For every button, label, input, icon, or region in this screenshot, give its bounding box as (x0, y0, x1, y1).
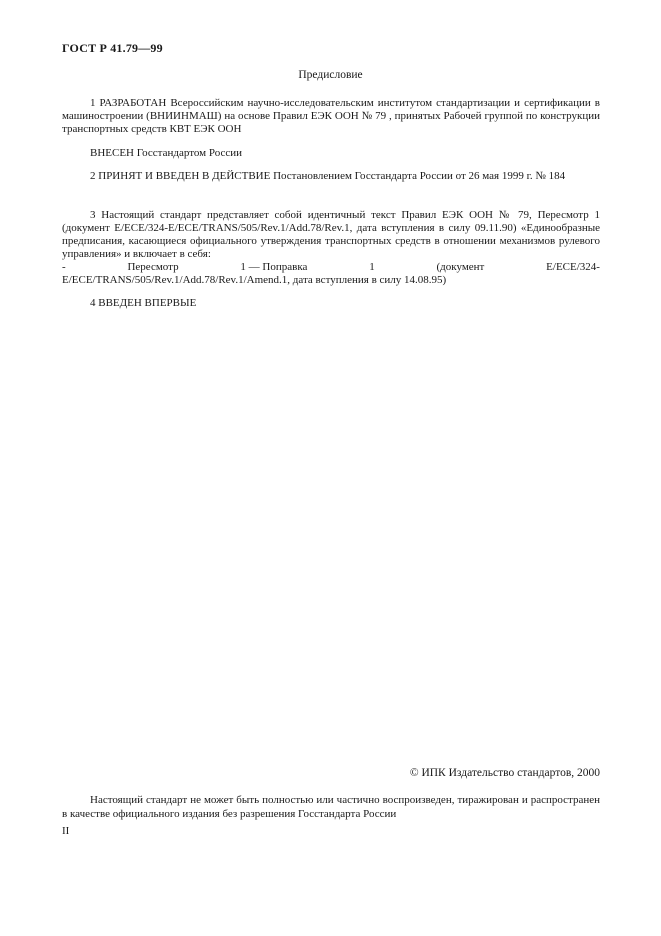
copyright-line: © ИПК Издательство стандартов, 2000 (409, 767, 600, 779)
item-3-sub-rest: E/ECE/TRANS/505/Rev.1/Add.78/Rev.1/Amend.1, дата вступления в силу 14.08.95) (62, 274, 447, 286)
page-number: II (62, 825, 70, 837)
item-3-sub-line (62, 261, 600, 274)
item-4-first (62, 297, 600, 310)
item-2-text: 2 ПРИНЯТ И ВВЕДЕН В ДЕЙСТВИЕ Постановлением Госстандарта России от 26 мая 1999 г. № 184 (90, 170, 566, 182)
standard-code: ГОСТ Р 41.79—99 (62, 41, 163, 55)
section-heading: Предисловие (298, 69, 363, 81)
sub-col-revision: Пересмотр (127, 261, 179, 273)
sub-col-document: (документ (436, 261, 485, 273)
item-1-submitted (62, 147, 600, 160)
item-1-developed (62, 97, 600, 136)
reproduction-notice (62, 793, 600, 821)
item-2-adopted (62, 170, 600, 183)
notice-text: Настоящий стандарт не может быть полностью или частично воспроизведен, тиражирован и распространен в качестве официального издания без разрешения Госстандарта России (62, 794, 600, 820)
item-1b-text: ВНЕСЕН Госстандартом России (90, 147, 243, 159)
item-3-text: 3 Настоящий стандарт представляет собой идентичный текст Правил ЕЭК ООН № 79, Пересмотр 1 (документ E/ECE/324-E/ECE/TRANS/505/Rev.1/Add.78/Rev.1, дата вступления в силу 09.11.90) «Единообразные предписания, касающиеся официального утверждения транспортных средств в отношении механизмов рулевого управления» и включает в себя: (62, 209, 600, 260)
item-3-standard (62, 209, 600, 287)
sub-col-number: 1 (369, 261, 375, 273)
item-4-text: 4 ВВЕДЕН ВПЕРВЫЕ (90, 297, 197, 309)
sub-col-amendment: 1 — Поправка (240, 261, 308, 273)
sub-col-code: E/ECE/324- (546, 261, 600, 273)
sub-col-dash: - (62, 261, 66, 273)
item-1-text: 1 РАЗРАБОТАН Всероссийским научно-исследовательским институтом стандартизации и сертификации в машиностроении (ВНИИНМАШ) на основе Правил ЕЭК ООН № 79 , принятых Рабочей группой по конструкции транспортных средств КВТ ЕЭК ООН (62, 97, 600, 135)
